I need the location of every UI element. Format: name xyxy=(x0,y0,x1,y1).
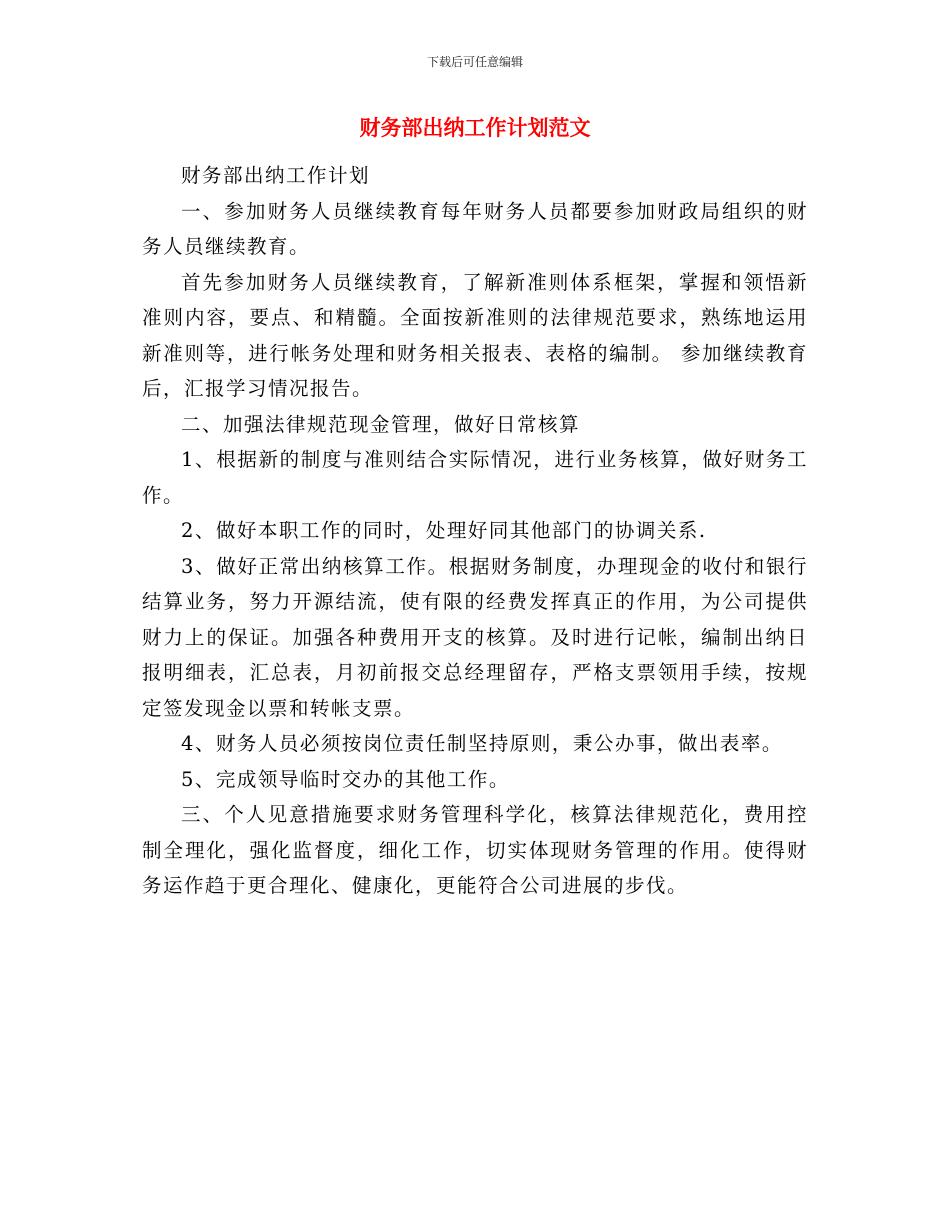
paragraph-item-3: 3、做好正常出纳核算工作。根据财务制度，办理现金的收付和银行结算业务，努力开源结流，使有限的经费发挥真正的作用，为公司提供财力上的保证。加强各种费用开支的核算。及时进行记帐，编制出纳日报明细表，汇总表，月初前报交总经理留存，严格支票领用手续，按规定签发现金以票和转帐支票。 xyxy=(142,554,808,720)
paragraph-section-1: 一、参加财务人员继续教育每年财务人员都要参加财政局组织的财务人员继续教育。 xyxy=(142,199,808,258)
document-body xyxy=(142,158,808,904)
paragraph-subtitle: 财务部出纳工作计划 xyxy=(181,164,371,187)
paragraph-section-3: 三、个人见意措施要求财务管理科学化，核算法律规范化，费用控制全理化，强化监督度，细化工作，切实体现财务管理的作用。使得财务运作趋于更合理化、健康化，更能符合公司进展的步伐。 xyxy=(142,803,808,897)
paragraph-item-1: 1、根据新的制度与准则结合实际情况，进行业务核算，做好财务工作。 xyxy=(142,448,808,507)
paragraph-item-2: 2、做好本职工作的同时，处理好同其他部门的协调关系. xyxy=(181,519,707,542)
paragraph-item-4: 4、财务人员必须按岗位责任制坚持原则，秉公办事，做出表率。 xyxy=(181,732,783,755)
paragraph-section-2: 二、加强法律规范现金管理，做好日常核算 xyxy=(181,412,581,436)
document-title: 财务部出纳工作计划范文 xyxy=(359,115,591,140)
paragraph-item-5: 5、完成领导临时交办的其他工作。 xyxy=(181,767,510,791)
paragraph-section-1-detail: 首先参加财务人员继续教育，了解新准则体系框架，掌握和领悟新准则内容，要点、和精髓。全面按新准则的法律规范要求，熟练地运用新准则等，进行帐务处理和财务相关报表、表格的编制。 参加继续教育后，汇报学习情况报告。 xyxy=(142,270,808,400)
header-note: 下载后可任意编辑 xyxy=(426,55,523,69)
